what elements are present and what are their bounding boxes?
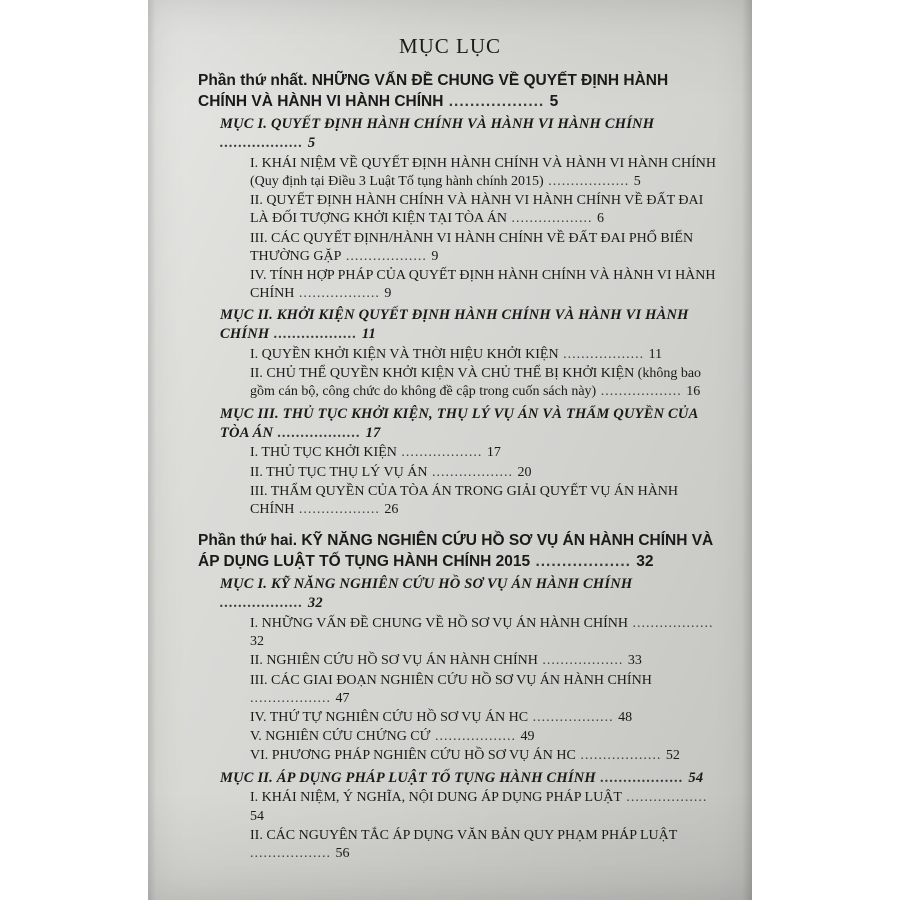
toc-entry-label: III. THẨM QUYỀN CỦA TÒA ÁN TRONG GIẢI QUYẾT VỤ ÁN HÀNH CHÍNH [250,483,679,517]
toc-leader-dots: .................. [250,690,336,706]
toc-page-number: 33 [627,653,642,669]
toc-page-number: 48 [618,709,633,725]
toc-leader-dots: .................. [430,729,521,745]
toc-entry-label: I. THỦ TỤC KHỞI KIỆN [250,445,397,461]
toc-entry[interactable] [172,672,718,708]
toc-page-number: 32 [250,634,264,650]
toc-leader-dots: .................. [396,445,487,461]
toc-entry[interactable] [172,405,718,443]
toc-leader-dots: .................. [443,92,550,110]
toc-page-number: 5 [633,174,641,190]
toc-entry-label: VI. PHƯƠNG PHÁP NGHIÊN CỨU HỒ SƠ VỤ ÁN HC [250,748,576,764]
toc-leader-dots: .................. [273,424,366,441]
toc-leader-dots: .................. [627,616,714,631]
toc-leader-dots: .................. [294,501,385,517]
toc-leader-dots: .................. [621,790,708,806]
toc-entry[interactable] [172,192,718,228]
toc-entry-label: MỤC I. QUYẾT ĐỊNH HÀNH CHÍNH VÀ HÀNH VI HÀNH CHÍNH [220,116,655,133]
toc-entry[interactable] [172,267,718,303]
toc-entry-label: MỤC I. KỸ NĂNG NGHIÊN CỨU HỒ SƠ VỤ ÁN HÀNH CHÍNH [220,576,633,593]
toc-page-number: 9 [431,248,439,264]
toc-leader-dots: .................. [558,347,649,363]
toc-page-number: 11 [648,347,663,363]
toc-page-number: 17 [365,424,381,441]
toc-entry[interactable] [172,346,718,364]
toc-leader-dots: .................. [537,653,628,669]
toc-page-number: 5 [549,92,559,110]
toc-page-number: 52 [665,748,680,764]
toc-leader-dots: .................. [427,464,518,480]
toc-entry-label: II. THỦ TỤC THỤ LÝ VỤ ÁN [250,464,428,480]
scanned-book-page [148,0,752,900]
toc-entry-label: IV. THỨ TỰ NGHIÊN CỨU HỒ SƠ VỤ ÁN HC [250,709,529,725]
toc-page-number: 49 [520,729,535,745]
toc-entry-label: I. NHỮNG VẤN ĐỀ CHUNG VỀ HỒ SƠ VỤ ÁN HÀNH CHÍNH [250,616,628,631]
toc-entry-label: IV. TÍNH HỢP PHÁP CỦA QUYẾT ĐỊNH HÀNH CHÍNH VÀ HÀNH VI HÀNH CHÍNH [250,268,716,302]
toc-leader-dots: .................. [596,384,687,400]
toc-leader-dots: .................. [294,286,385,302]
toc-entry[interactable] [172,615,718,651]
toc-entry[interactable] [172,230,718,266]
toc-leader-dots: .................. [595,769,689,786]
toc-entry[interactable] [172,306,718,344]
toc-page-number: 9 [384,286,392,302]
toc-entry-label: Phần thứ nhất. NHỮNG VẤN ĐỀ CHUNG VỀ QUYẾT ĐỊNH HÀNH CHÍNH VÀ HÀNH VI HÀNH CHÍNH [198,72,669,110]
toc-entry[interactable] [172,827,718,863]
toc-page-number: 47 [335,690,350,706]
toc-leader-dots: .................. [530,552,637,570]
toc-leader-dots: .................. [220,135,308,152]
toc-leader-dots: .................. [250,845,336,861]
toc-entry-label: III. CÁC QUYẾT ĐỊNH/HÀNH VI HÀNH CHÍNH VỀ ĐẤT ĐAI PHỔ BIẾN THƯỜNG GẶP [250,230,694,264]
toc-page-number: 6 [597,211,605,227]
toc-entry[interactable] [172,769,718,788]
toc-leader-dots: .................. [341,248,432,264]
toc-entry-label: I. KHÁI NIỆM VỀ QUYẾT ĐỊNH HÀNH CHÍNH VÀ HÀNH VI HÀNH CHÍNH (Quy định tại Điều 3 Luật Tố tụng hành chính 2015) [250,155,716,190]
toc-leader-dots: .................. [507,211,598,227]
toc-leader-dots: .................. [220,595,308,612]
toc-page-number: 5 [307,135,316,152]
toc-entry[interactable] [172,464,718,482]
toc-page-number: 54 [688,769,704,786]
toc-page-number: 16 [686,384,701,400]
toc-entry-label: III. CÁC GIAI ĐOẠN NGHIÊN CỨU HỒ SƠ VỤ ÁN HÀNH CHÍNH [250,672,652,688]
toc-page-number: 56 [335,845,350,861]
toc-entry-label: Phần thứ hai. KỸ NĂNG NGHIÊN CỨU HỒ SƠ VỤ ÁN HÀNH CHÍNH VÀ ÁP DỤNG LUẬT TỐ TỤNG HÀNH CHÍNH 2015 [198,532,714,570]
toc-entry-label: II. CÁC NGUYÊN TẮC ÁP DỤNG VĂN BẢN QUY PHẠM PHÁP LUẬT [250,827,678,843]
toc-entry[interactable] [172,483,718,519]
toc-entry[interactable] [172,155,718,191]
toc-entry-label: I. KHÁI NIỆM, Ý NGHĨA, NỘI DUNG ÁP DỤNG PHÁP LUẬT [250,790,622,806]
toc-entry[interactable] [172,747,718,765]
toc-entry[interactable] [172,789,718,825]
page-content [148,0,752,900]
toc-entry-label: MỤC III. THỦ TỤC KHỞI KIỆN, THỤ LÝ VỤ ÁN VÀ THẨM QUYỀN CỦA TÒA ÁN [220,405,698,441]
toc-entry[interactable] [172,365,718,401]
toc-entry[interactable] [172,444,718,462]
toc-entry[interactable] [172,531,718,572]
toc-page-number: 32 [636,552,654,570]
toc-page-number: 11 [361,326,376,343]
toc-entry-label: I. QUYỀN KHỞI KIỆN VÀ THỜI HIỆU KHỞI KIỆN [250,347,559,363]
toc-entry[interactable] [172,71,718,112]
toc-leader-dots: .................. [528,709,619,725]
toc-entry-label: II. QUYẾT ĐỊNH HÀNH CHÍNH VÀ HÀNH VI HÀNH CHÍNH VỀ ĐẤT ĐAI LÀ ĐỐI TƯỢNG KHỞI KIỆN TẠI TÒA ÁN [250,193,704,227]
toc-entry-label: V. NGHIÊN CỨU CHỨNG CỨ [250,729,431,745]
toc-entry-label: MỤC II. KHỞI KIỆN QUYẾT ĐỊNH HÀNH CHÍNH VÀ HÀNH VI HÀNH CHÍNH [220,307,689,343]
toc-entry-label: II. NGHIÊN CỨU HỒ SƠ VỤ ÁN HÀNH CHÍNH [250,653,538,669]
toc-entry[interactable] [172,728,718,746]
toc-entry[interactable] [172,709,718,727]
toc-leader-dots: .................. [269,326,362,343]
toc-entry-label: MỤC II. ÁP DỤNG PHÁP LUẬT TỐ TỤNG HÀNH CHÍNH [220,769,596,786]
toc-entry-label: II. CHỦ THỂ QUYỀN KHỞI KIỆN VÀ CHỦ THỂ BỊ KHỞI KIỆN (không bao gồm cán bộ, công chức do không đề cập trong cuốn sách này) [250,366,702,400]
toc-page-number: 54 [250,808,264,824]
toc-page-number: 20 [517,464,532,480]
toc-page-number: 26 [384,501,399,517]
toc-leader-dots: .................. [543,174,634,190]
toc-entry[interactable] [172,115,718,153]
toc-page-number: 17 [486,445,501,461]
page-title: MỤC LỤC [398,34,502,58]
toc-entry[interactable] [172,575,718,613]
toc-page-number: 32 [307,595,323,612]
table-of-contents [148,71,752,863]
toc-leader-dots: .................. [575,748,666,764]
toc-entry[interactable] [172,652,718,670]
